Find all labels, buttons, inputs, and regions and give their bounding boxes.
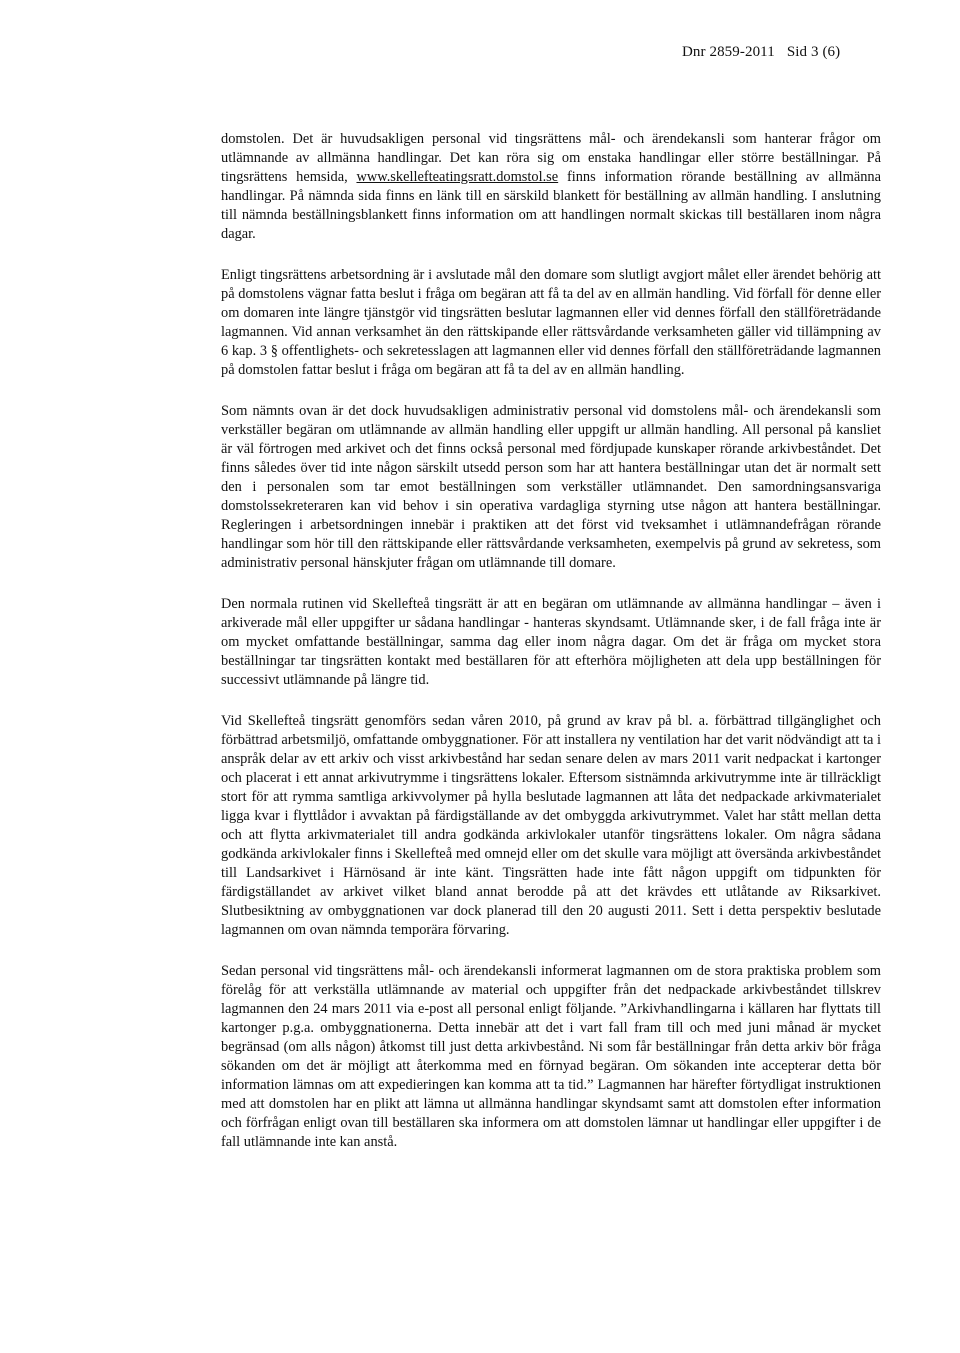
- court-website-link[interactable]: www.skellefteatingsratt.domstol.se: [356, 169, 559, 185]
- document-number: Dnr 2859-2011: [682, 44, 775, 60]
- paragraph-6: Sedan personal vid tingsrättens mål- och ärendekansli informerat lagmannen om de stora praktiska problem som förelåg för att verkställa utlämnande av material och uppgifter från det nedpackade arkivbeståndet tillskrev lagmannen den 24 mars 2011 via e-post all personal enligt följande. ”Arkivhandlingarna i källaren har flyttats till kartonger p.g.a. ombyggnationerna. Detta innebär att det i vart fall fram till och med juni månad är mycket begränsad (om alls någon) åtkomst till just detta arkivbestånd. Ni som får beställningar från detta arkiv bör fråga sökanden om det är möjligt att återkomma med en förnyad begäran. Om sökanden inte accepterar detta bör information lämnas om att expedieringen kan komma att ta tid.” Lagmannen har härefter förtydligat instruktionen med att domstolen har en plikt att lämna ut allmänna handlingar skyndsamt samt att domstolen efter information och förfrågan enligt ovan till beställaren ska informera om att domstolen lämnar ut handlingar eller uppgifter i de fall utlämnande inte kan anstå.: [221, 963, 881, 1150]
- paragraph-3: Som nämnts ovan är det dock huvudsakligen administrativ personal vid domstolens mål- och ärendekansli som verkställer begäran om utlämnande av allmän handling eller uppgift ur allmän handling. All personal på kansliet är väl förtrogen med arkivet och det finns också personal med fördjupade kunskaper rörande arkivbeståndet. Det finns således över tid inte någon särskilt utsedd person som har att hantera beställningar utan det är normalt sett den i personalen som tar emot beställningen som verkställer utlämnandet. Den samordningsansvariga domstolssekreteraren kan vid behov i sin operativa vardagliga styrning utse någon att hantera beställningar. Regleringen i arbetsordningen innebär i praktiken att det först vid tveksamhet i utlämnandefrågan rörande handlingar som hör till den rättskipande eller rättsvårdande verksamheten, exempelvis på grund av sekretess, som administrativ personal hänskjuter frågan om utlämnande till domare.: [221, 403, 881, 571]
- paragraph-4: Den normala rutinen vid Skellefteå tingsrätt är att en begäran om utlämnande av allmänna handlingar – även i arkiverade mål eller uppgifter ur sådana handlingar - hanteras skyndsamt. Utlämnande sker, i de fall fråga inte är om mycket omfattande beställningar, samma dag eller inom några dagar. Om det är fråga om mycket stora beställningar tar tingsrätten kontakt med beställaren för att efterhöra möjligheten att dela upp beställningen för successivt utlämnande på längre tid.: [221, 596, 881, 688]
- paragraph-5: Vid Skellefteå tingsrätt genomförs sedan våren 2010, på grund av krav på bl. a. förbättrad tillgänglighet och förbättrad arbetsmiljö, omfattande ombyggnationer. För att installera ny ventilation har det varit nödvändigt att ta i anspråk delar av ett arkiv och visst arkivbestånd har sedan senare delen av mars 2011 varit nedpackat i kartonger och placerat i ett annat arkivutrymme i tingsrättens lokaler. Eftersom sistnämnda arkivutrymme inte är tillräckligt stort för att rymma samtliga arkivvolymer på hylla beslutade lagmannen att låta det nedpackade arkivmaterialet ligga kvar i flyttlådor i avvaktan på färdigställande av det ombyggda arkivutrymmet. Valet har stått mellan detta och att flytta arkivmaterialet till andra godkända arkivlokaler utanför tingsrättens lokaler. Om några sådana godkända arkivlokaler finns i Skellefteå med omnejd eller om det skulle vara möjligt att översända arkivbeståndet till Landsarkivet i Härnösand är inte känt. Tingsrätten hade inte fått någon uppgift om tidpunkten för färdigställandet av arkivet vilket bland annat berodde på att det krävdes ett utlåtande av Riksarkivet. Slutbesiktning av ombyggnationen var dock planerad till den 20 augusti 2011. Sett i detta perspektiv beslutade lagmannen om ovan nämnda temporära förvaring.: [221, 713, 881, 938]
- page-number: Sid 3 (6): [786, 44, 841, 60]
- paragraph-1-text-start: domstolen. Det är huvudsakligen personal vid tingsrättens mål- och ärendekansli som hanterar frågor om utlämnande av allmänna handlingar. Det kan röra sig om enstaka handlingar eller större beställningar. På tingsrättens hemsida,: [221, 131, 881, 185]
- page-header: [682, 44, 840, 61]
- paragraph-1: [221, 130, 881, 244]
- document-body: [221, 130, 881, 1174]
- paragraph-2: Enligt tingsrättens arbetsordning är i avslutade mål den domare som slutligt avgjort målet eller ärendet behörig att på domstolens vägnar fatta beslut i fråga om begäran att få ta del av en allmän handling. Vid förfall för denne eller om domaren inte längre tjänstgör vid tingsrätten beslutar lagmannen eller vid dennes förfall den ställföreträdande lagmannen. Vid annan verksamhet än den rättskipande eller rättsvårdande verksamheten gäller vid tillämpning av 6 kap. 3 § offentlighets- och sekretesslagen att lagmannen eller vid dennes förfall den ställföreträdande lagmannen på domstolen fattar beslut i fråga om begäran att få ta del av en allmän handling.: [221, 267, 881, 378]
- paragraph-1-text-end: finns information rörande beställning av allmänna handlingar. På nämnda sida finns en länk till en särskild blankett för beställning av allmän handling. I anslutning till nämnda beställningsblankett finns information om att handlingen normalt skickas till beställaren inom några dagar.: [221, 169, 881, 242]
